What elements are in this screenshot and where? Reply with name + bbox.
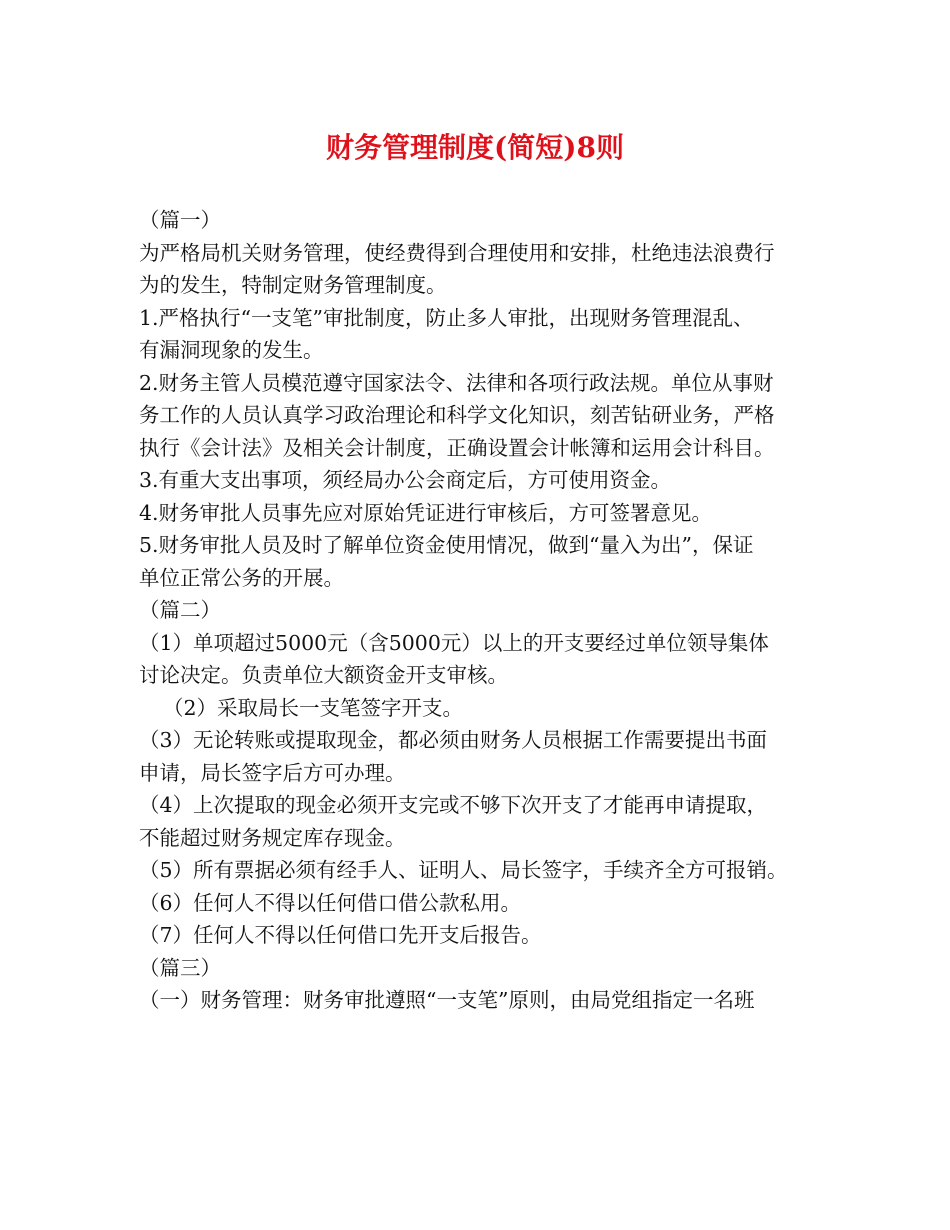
paragraph-line: 为严格局机关财务管理，使经费得到合理使用和安排，杜绝违法浪费行 <box>139 240 775 265</box>
paragraph-line: （1）单项超过5000元（含5000元）以上的开支要经过单位领导集体 <box>139 630 769 655</box>
paragraph-line: 2.财务主管人员模范遵守国家法令、法律和各项行政法规。单位从事财 <box>139 370 774 395</box>
document-title: 财务管理制度(简短)8则 <box>326 131 624 164</box>
paragraph-line: 4.财务审批人员事先应对原始凭证进行审核后，方可签署意见。 <box>139 500 713 525</box>
section-heading-1: （篇一） <box>139 208 221 232</box>
paragraph-line: 5.财务审批人员及时了解单位资金使用情况，做到“量入为出”，保证 <box>139 533 754 557</box>
paragraph-line: （4）上次提取的现金必须开支完或不够下次开支了才能再申请提取， <box>139 793 768 817</box>
paragraph-line: （5）所有票据必须有经手人、证明人、局长签字，手续齐全方可报销。 <box>139 858 788 882</box>
document-body <box>139 204 815 1017</box>
paragraph-line: 务工作的人员认真学习政治理论和科学文化知识，刻苦钻研业务，严格 <box>139 403 775 427</box>
section-heading-3: （篇三） <box>139 955 221 980</box>
paragraph-line: 1.严格执行“一支笔”审批制度，防止多人审批，出现财务管理混乱、 <box>139 305 754 330</box>
paragraph-line: （7）任何人不得以任何借口先开支后报告。 <box>139 923 542 947</box>
paragraph-line: （6）任何人不得以任何借口借公款私用。 <box>139 890 522 915</box>
paragraph-line: （一）财务管理：财务审批遵照“一支笔”原则，由局党组指定一名班 <box>139 988 755 1012</box>
paragraph-line: 执行《会计法》及相关会计制度，正确设置会计帐簿和运用会计科目。 <box>139 435 775 460</box>
paragraph-line: （2）采取局长一支笔签字开支。 <box>163 695 464 720</box>
paragraph-line: 申请，局长签字后方可办理。 <box>139 760 406 785</box>
paragraph-line: 单位正常公务的开展。 <box>139 565 344 590</box>
paragraph-line: 3.有重大支出事项，须经局办公会商定后，方可使用资金。 <box>139 468 672 492</box>
paragraph-line: 讨论决定。负责单位大额资金开支审核。 <box>139 663 508 687</box>
section-heading-2: （篇二） <box>139 598 221 622</box>
paragraph-line: （3）无论转账或提取现金，都必须由财务人员根据工作需要提出书面 <box>139 728 768 752</box>
paragraph-line: 不能超过财务规定库存现金。 <box>139 825 406 850</box>
paragraph-line: 为的发生，特制定财务管理制度。 <box>139 273 447 297</box>
paragraph-line: 有漏洞现象的发生。 <box>139 338 324 362</box>
